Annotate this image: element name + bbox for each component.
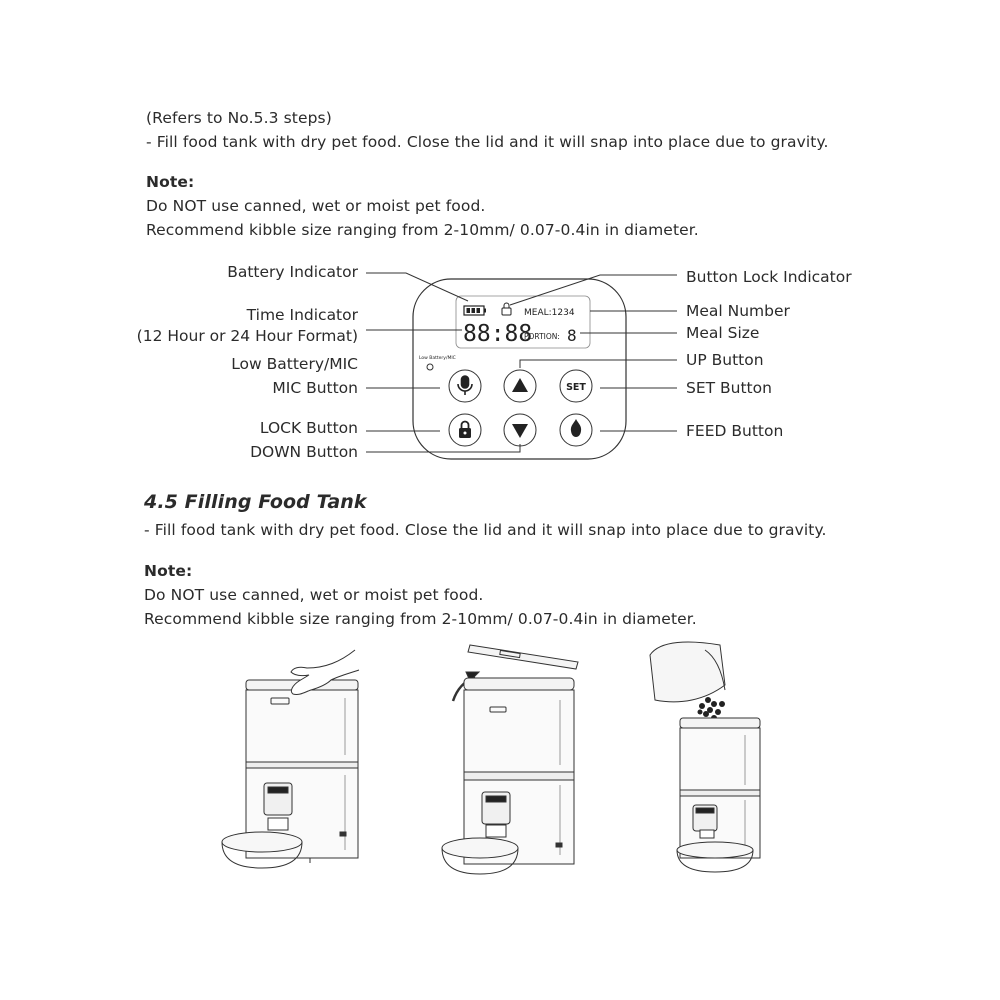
label-mic-button: MIC Button: [272, 379, 358, 397]
label-set-button: SET Button: [686, 379, 772, 397]
label-time-format: (12 Hour or 24 Hour Format): [136, 327, 358, 345]
label-time-indicator: Time Indicator: [246, 306, 358, 324]
fill-instruction: - Fill food tank with dry pet food. Close the lid and it will snap into place due to gravity.: [146, 133, 829, 151]
note-line-1: Do NOT use canned, wet or moist pet food.: [146, 197, 486, 215]
label-meal-size: Meal Size: [686, 324, 760, 342]
label-up-button: UP Button: [686, 351, 764, 369]
note-heading-2: Note:: [144, 562, 193, 580]
note-line-1-2: Do NOT use canned, wet or moist pet food.: [144, 586, 484, 604]
label-down-button: DOWN Button: [250, 443, 358, 461]
label-low-battery: Low Battery/MIC: [231, 355, 358, 373]
note-heading: Note:: [146, 173, 195, 191]
time-display: 88:88: [463, 321, 533, 347]
label-meal-number: Meal Number: [686, 302, 790, 320]
label-button-lock-indicator: Button Lock Indicator: [686, 268, 852, 286]
note-line-2-2: Recommend kibble size ranging from 2-10mm/ 0.07-0.4in in diameter.: [144, 610, 697, 628]
low-battery-mic-label: Low Battery/MIC: [419, 356, 456, 361]
section-heading: 4.5 Filling Food Tank: [144, 491, 367, 513]
meal-display: MEAL:1234: [524, 308, 575, 318]
feeder-closing-lid: [222, 650, 359, 868]
portion-value: 8: [567, 326, 577, 345]
label-lock-button: LOCK Button: [259, 419, 358, 437]
portion-label: PORTION:: [524, 332, 560, 341]
refers-note: (Refers to No.5.3 steps): [146, 109, 332, 127]
label-battery-indicator: Battery Indicator: [227, 263, 358, 281]
fill-instruction-2: - Fill food tank with dry pet food. Close the lid and it will snap into place due to gravity.: [144, 521, 827, 539]
label-feed-button: FEED Button: [686, 422, 784, 440]
feeder-lid-open: [442, 645, 578, 874]
feeder-pouring-food: [650, 642, 760, 872]
set-label: SET: [566, 382, 586, 393]
note-line-2: Recommend kibble size ranging from 2-10mm/ 0.07-0.4in in diameter.: [146, 221, 699, 239]
